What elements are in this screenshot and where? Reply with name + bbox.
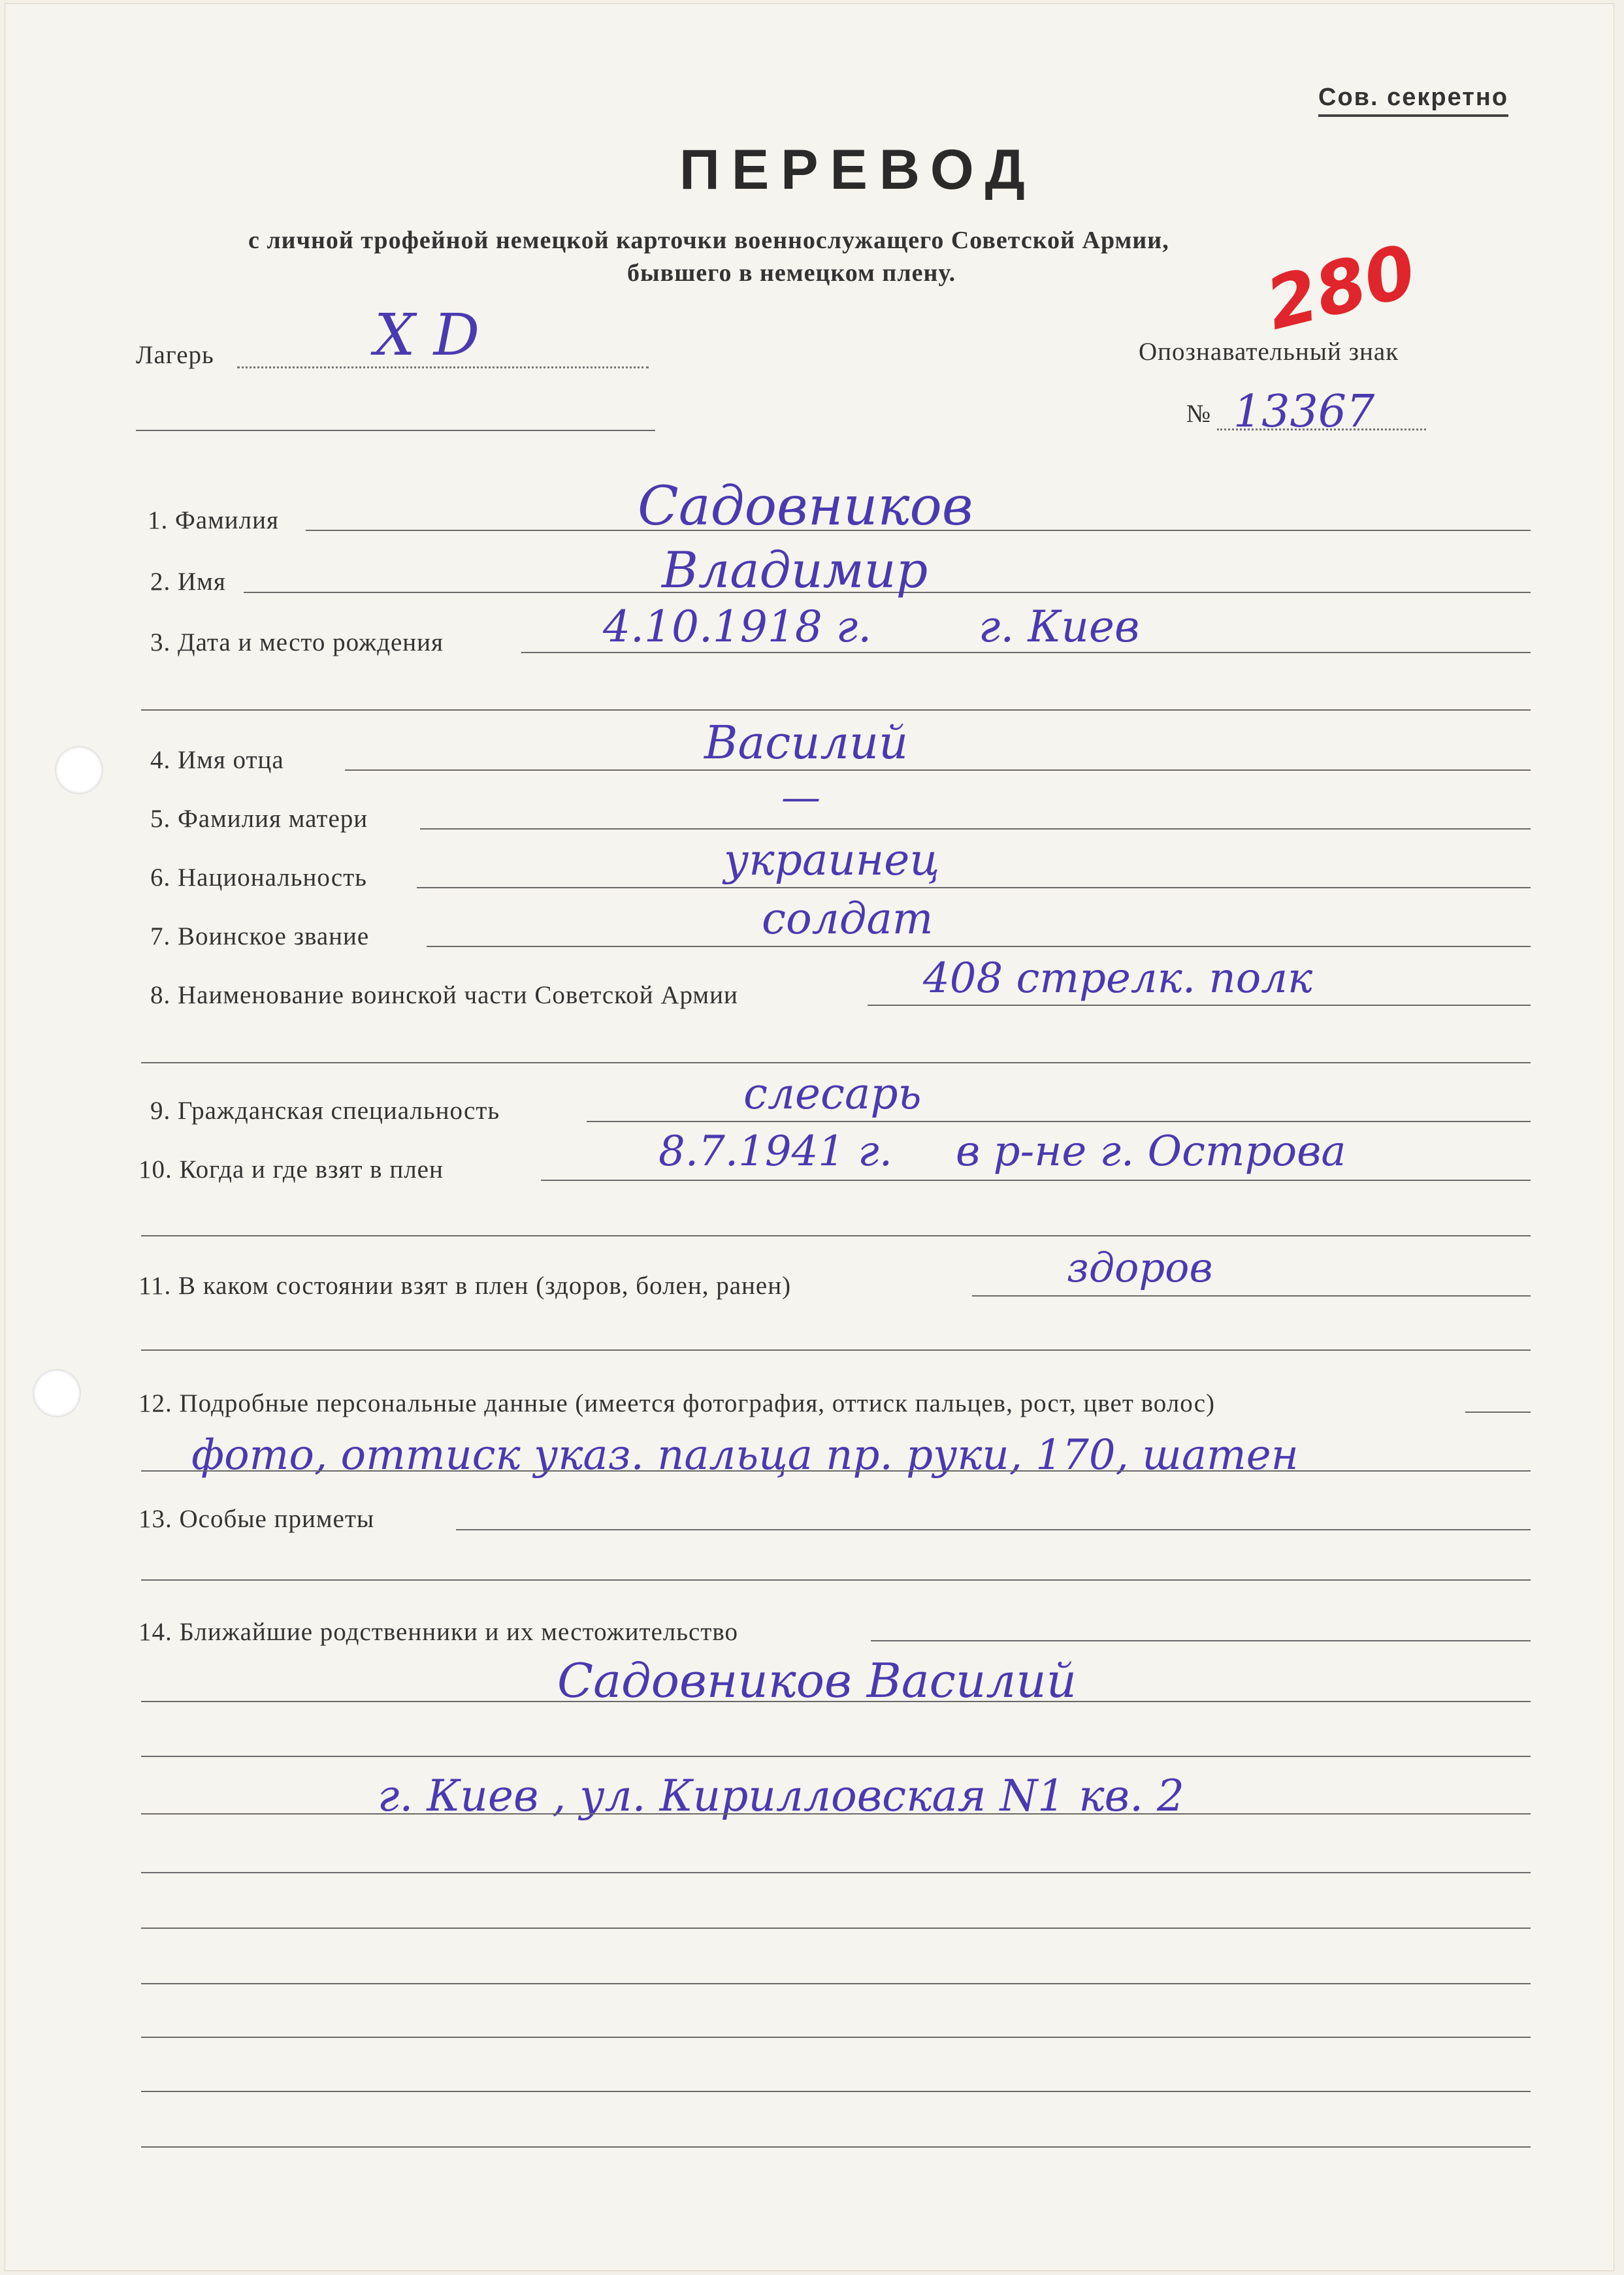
field-8-line: [868, 1005, 1531, 1006]
field-3-line-2: [141, 709, 1531, 711]
blank-line-2: [141, 1928, 1531, 1929]
field-12-label: 12. Подробные персональные данные (имеется фотография, оттиск пальцев, рост, цвет волос): [138, 1389, 1215, 1417]
blank-line-4: [141, 2037, 1531, 2038]
field-12-value: фото, оттиск указ. пальца пр. руки, 170, шатен: [191, 1431, 1299, 1479]
subtitle-line-2: бывшего в немецком плену.: [627, 259, 956, 287]
field-13-label: 13. Особые приметы: [138, 1505, 375, 1533]
field-11-value: здоров: [1067, 1244, 1213, 1291]
field-5-value: —: [781, 775, 820, 820]
blank-line-1: [141, 1872, 1531, 1873]
field-7-label: 7. Воинское звание: [150, 922, 370, 950]
field-14-line-4: [141, 1813, 1531, 1815]
secret-stamp: Сов. секретно: [1318, 84, 1508, 117]
field-14-line: [871, 1640, 1531, 1641]
field-1-value: Садовников: [638, 476, 973, 538]
field-14-value-name: Садовников Василий: [557, 1653, 1077, 1708]
field-7-line: [427, 946, 1531, 947]
subtitle-line-1: с личной трофейной немецкой карточки военнослужащего Советской Армии,: [248, 227, 1169, 254]
field-2-value: Владимир: [662, 541, 928, 599]
blank-line-3: [141, 1983, 1531, 1984]
field-12-line: [1465, 1412, 1531, 1413]
field-3-line: [521, 652, 1531, 653]
field-5-label: 5. Фамилия матери: [150, 805, 368, 833]
field-3-value-place: г. Киев: [979, 602, 1140, 652]
field-4-line: [345, 769, 1531, 771]
field-14-line-3: [141, 1756, 1531, 1757]
field-9-value: слесарь: [743, 1069, 922, 1119]
field-6-value: украинец: [724, 835, 940, 885]
red-number-mark: 280: [1258, 229, 1424, 346]
field-8-line-2: [141, 1062, 1531, 1063]
field-4-value: Василий: [704, 716, 909, 769]
document-title: ПЕРЕВОД: [679, 138, 1037, 201]
field-8-label: 8. Наименование воинской части Советской Армии: [150, 981, 738, 1009]
punch-hole-bottom: [33, 1369, 81, 1417]
field-9-label: 9. Гражданская специальность: [150, 1097, 500, 1125]
camp-line-2: [136, 430, 655, 431]
punch-hole-top: [55, 746, 103, 794]
field-3-value-date: 4.10.1918 г.: [603, 602, 872, 652]
field-1-label: 1. Фамилия: [148, 506, 279, 534]
field-6-label: 6. Национальность: [150, 863, 367, 892]
field-7-value: солдат: [762, 894, 934, 944]
blank-line-6: [141, 2146, 1531, 2148]
field-3-label: 3. Дата и место рождения: [150, 628, 444, 656]
field-11-line-2: [141, 1349, 1531, 1351]
field-10-value-place: в р-не г. Острова: [956, 1127, 1346, 1176]
field-14-label: 14. Ближайшие родственники и их местожительство: [138, 1618, 739, 1646]
field-13-line: [456, 1529, 1531, 1530]
field-9-line: [587, 1121, 1531, 1122]
field-10-value-date: 8.7.1941 г.: [658, 1127, 893, 1176]
field-10-line-2: [141, 1235, 1531, 1236]
document-page: [5, 4, 1614, 2270]
field-4-label: 4. Имя отца: [150, 746, 284, 774]
id-number-value: 13367: [1233, 386, 1375, 438]
camp-label: Лагерь: [136, 341, 214, 369]
id-tag-label: Опознавательный знак: [1139, 338, 1399, 366]
field-2-label: 2. Имя: [150, 568, 226, 596]
field-11-line: [972, 1295, 1531, 1297]
field-8-value: 408 стрелк. полк: [923, 954, 1313, 1003]
camp-value: X D: [374, 301, 480, 368]
field-13-line-2: [141, 1579, 1531, 1581]
field-5-line: [420, 828, 1531, 830]
field-10-label: 10. Когда и где взят в плен: [138, 1155, 444, 1184]
field-6-line: [417, 887, 1531, 888]
field-14-line-2: [141, 1701, 1531, 1702]
blank-line-5: [141, 2091, 1531, 2092]
field-12-line-2: [141, 1470, 1531, 1472]
field-11-label: 11. В каком состоянии взят в плен (здоров, болен, ранен): [138, 1272, 792, 1300]
field-10-line: [541, 1180, 1531, 1181]
field-14-value-address: г. Киев , ул. Кирилловская N1 кв. 2: [378, 1771, 1185, 1821]
id-number-sign: №: [1186, 400, 1212, 428]
